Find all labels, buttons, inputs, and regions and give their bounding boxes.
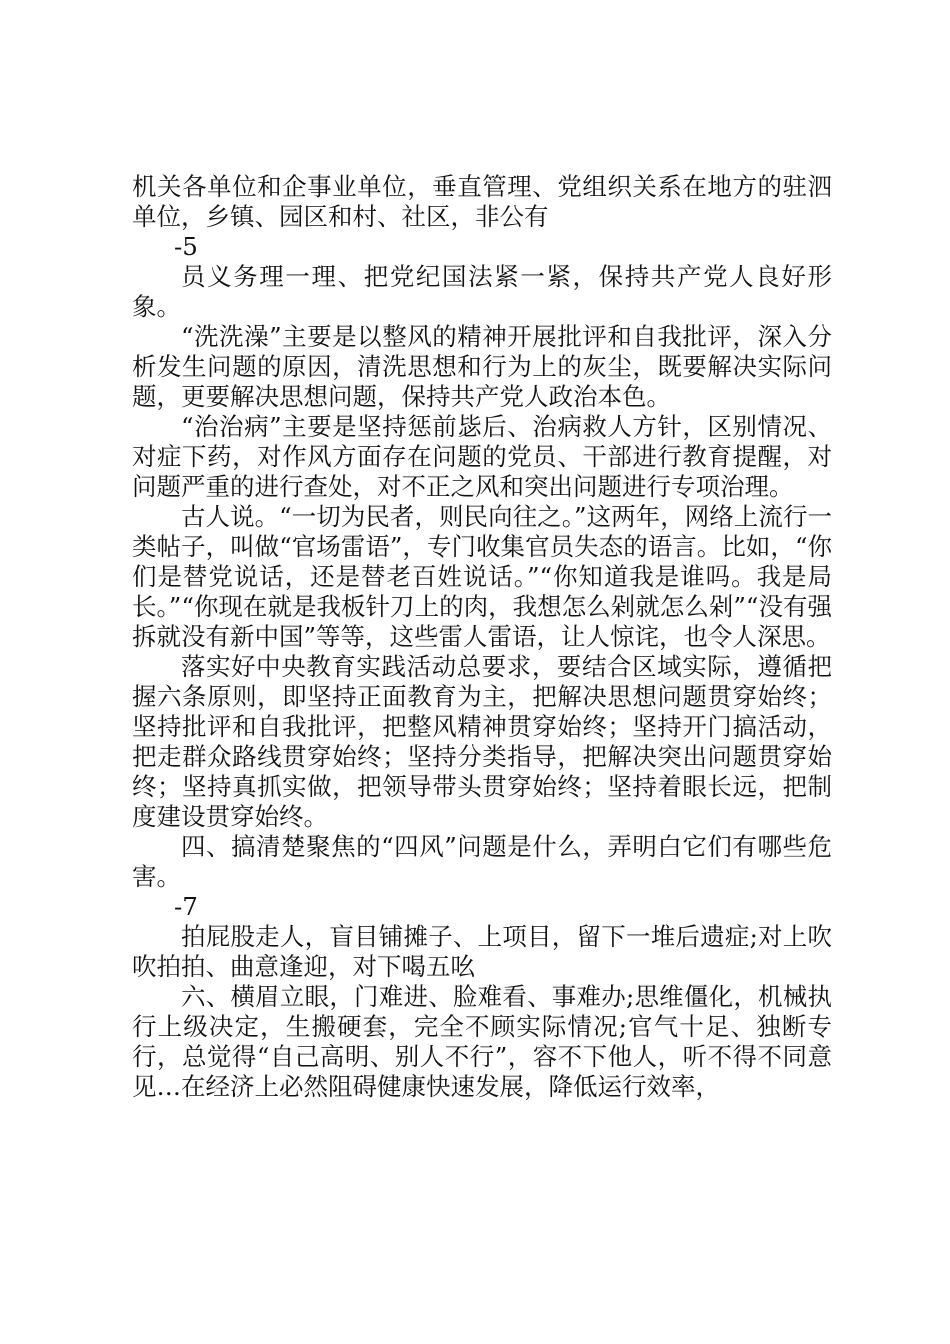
paragraph: 六、横眉立眼，门难进、脸难看、事难办;思维僵化，机械执行上级决定，生搬硬套，完全不顾实际情况;官气十足、独断专行，总觉得“自己高明、别人不行”，容不下他人，听不得不同意见…在经济上必然阻碍健康快速发展，降低运行效率，: [132, 982, 832, 1101]
paragraph: 落实好中央教育实践活动总要求，要结合区域实际，遵循把握六条原则，即坚持正面教育为主，把解决思想问题贯穿始终；坚持批评和自我批评，把整风精神贯穿始终；坚持开门搞活动，把走群众路线贯穿始终；坚持分类指导，把解决突出问题贯穿始终；坚持真抓实做，把领导带头贯穿始终；坚持着眼长远，把制度建设贯穿始终。: [132, 652, 832, 831]
paragraph: 古人说。“一切为民者，则民向往之。”这两年，网络上流行一类帖子，叫做“官场雷语”，专门收集官员失态的语言。比如，“你们是替党说话，还是替老百姓说话。”“你知道我是谁吗。我是局长。”“你现在就是我板针刀上的肉，我想怎么剁就怎么剁”“没有强拆就没有新中国”等等，这些雷人雷语，让人惊诧，也令人深思。: [132, 502, 832, 651]
document-body: [132, 172, 832, 1102]
page-number-marker: -5: [174, 232, 198, 261]
paragraph: “洗洗澡”主要是以整风的精神开展批评和自我批评，深入分析发生问题的原因，清洗思想和行为上的灰尘，既要解决实际问题，更要解决思想问题，保持共产党人政治本色。: [132, 322, 832, 411]
paragraph: “治治病”主要是坚持惩前毖后、治病救人方针，区别情况、对症下药，对作风方面存在问题的党员、干部进行教育提醒，对问题严重的进行查处，对不正之风和突出问题进行专项治理。: [132, 412, 832, 501]
paragraph: 拍屁股走人，盲目铺摊子、上项目，留下一堆后遗症;对上吹吹拍拍、曲意逢迎，对下喝五吆: [132, 922, 832, 981]
page-number-marker: -7: [174, 892, 198, 921]
paragraph: 机关各单位和企事业单位，垂直管理、党组织关系在地方的驻泗单位，乡镇、园区和村、社区，非公有: [132, 172, 832, 231]
paragraph: 员义务理一理、把党纪国法紧一紧，保持共产党人良好形象。: [132, 262, 832, 321]
paragraph: 四、搞清楚聚焦的“四风”问题是什么，弄明白它们有哪些危害。: [132, 832, 832, 891]
